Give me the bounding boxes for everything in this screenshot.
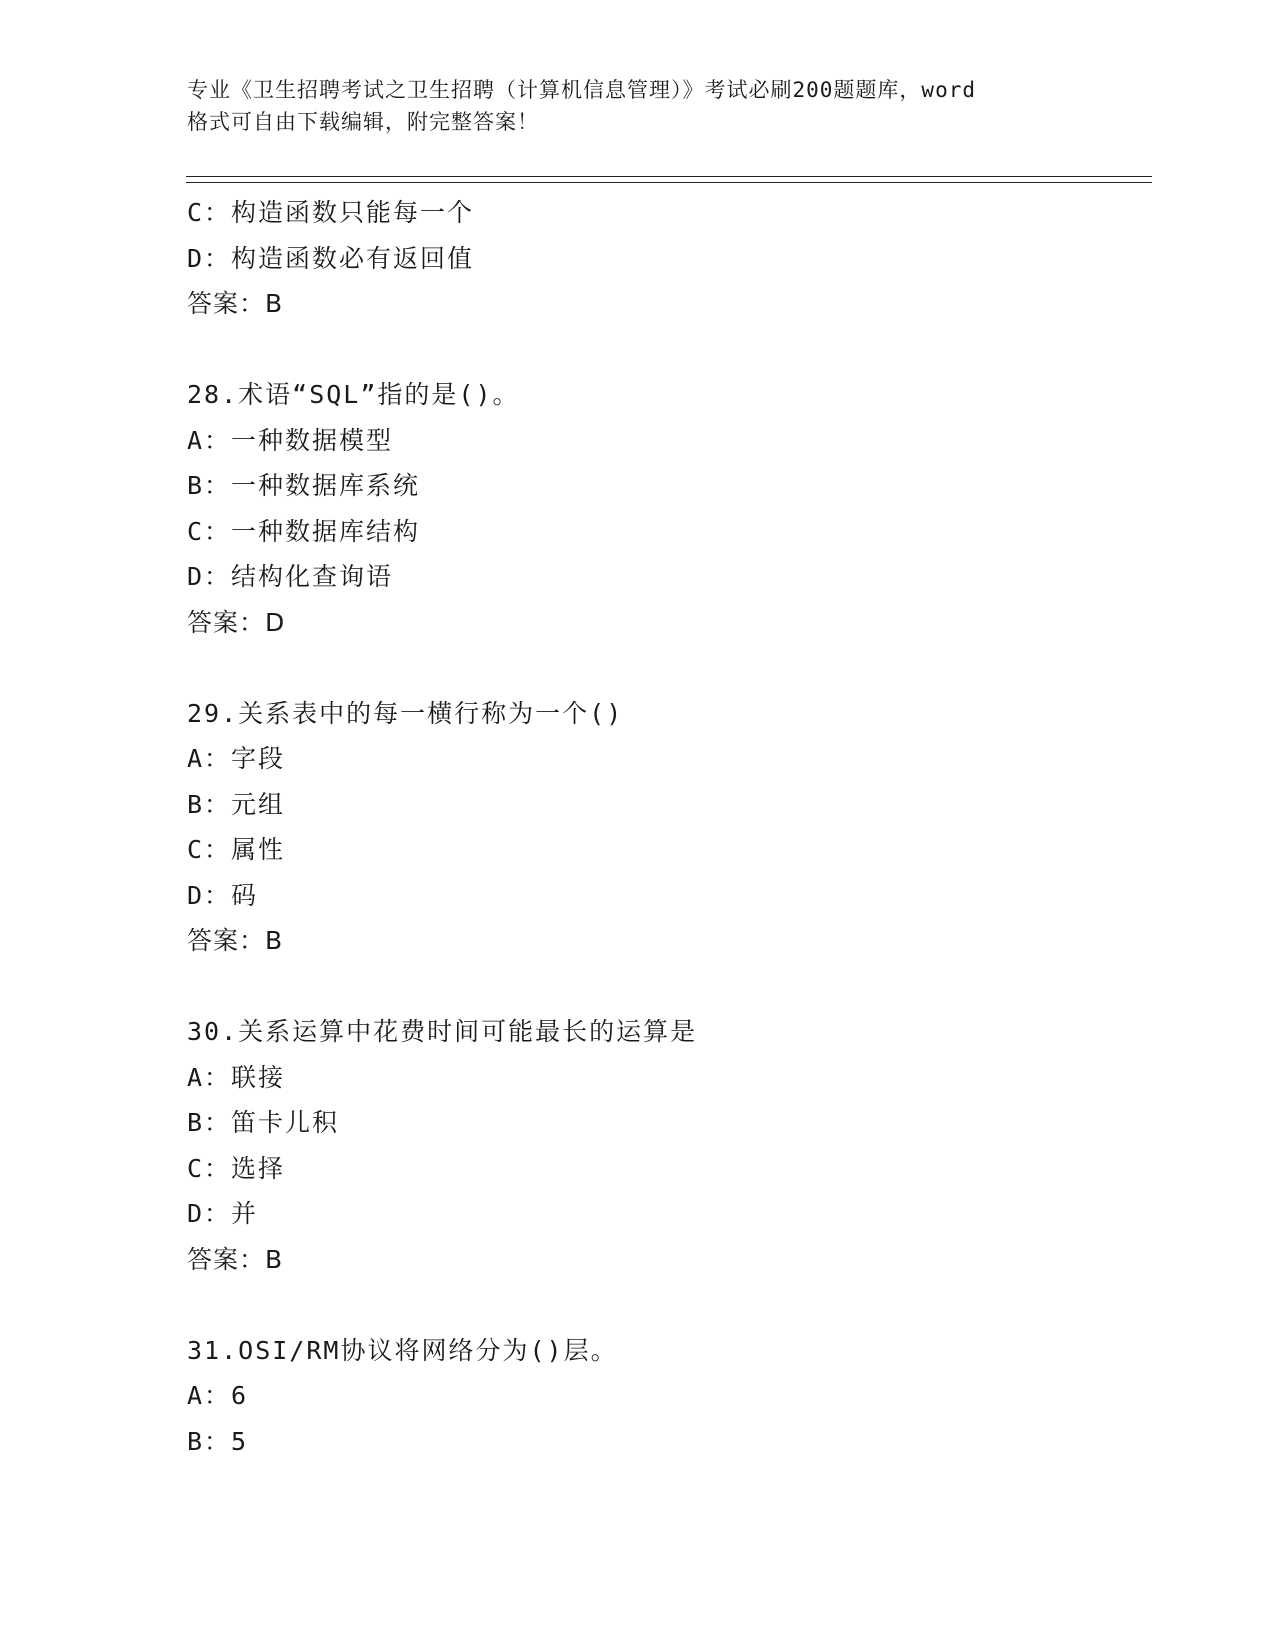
option-a: A：6 (187, 1381, 249, 1410)
spacer (187, 964, 1147, 1010)
spacer (187, 645, 1147, 691)
header-line-2: 格式可自由下载编辑，附完整答案！ (187, 110, 539, 134)
option-b: B：笛卡儿积 (187, 1108, 340, 1137)
option-d: D：并 (187, 1199, 259, 1228)
answer-line: 答案：B (187, 289, 284, 318)
option-b: B：元组 (187, 789, 286, 819)
header-line-1: 专业《卫生招聘考试之卫生招聘（计算机信息管理）》考试必刷200题题库，word (187, 78, 976, 102)
answer-line: 答案：B (187, 1244, 284, 1274)
option-b: B：一种数据库系统 (187, 471, 421, 500)
option-c: C：属性 (187, 835, 286, 864)
spacer (187, 1282, 1147, 1328)
option-c: C：选择 (187, 1153, 286, 1183)
question-29 (187, 691, 1147, 964)
option-a: A：联接 (187, 1062, 286, 1092)
question-27-continued (187, 190, 1147, 327)
option-a: A：一种数据模型 (187, 425, 394, 455)
question-list (187, 190, 1147, 1464)
option-d: D：构造函数必有返回值 (187, 243, 475, 273)
question-30 (187, 1009, 1147, 1282)
spacer (187, 327, 1147, 373)
option-b: B：5 (187, 1426, 249, 1456)
document-header (187, 74, 1087, 138)
option-a: A：字段 (187, 744, 286, 773)
question-31 (187, 1328, 1147, 1465)
question-title: 30.关系运算中花费时间可能最长的运算是 (187, 1017, 698, 1046)
question-title: 31.OSI/RM协议将网络分为()层。 (187, 1335, 618, 1365)
option-d: D：码 (187, 880, 259, 910)
option-c: C：构造函数只能每一个 (187, 198, 475, 227)
answer-line: 答案：D (187, 607, 286, 637)
header-divider-bottom (186, 182, 1152, 183)
option-d: D：结构化查询语 (187, 562, 394, 591)
question-title: 28.术语“SQL”指的是()。 (187, 380, 520, 409)
answer-line: 答案：B (187, 926, 284, 955)
question-28 (187, 372, 1147, 645)
header-divider-top (186, 176, 1152, 177)
option-c: C：一种数据库结构 (187, 516, 421, 546)
question-title: 29.关系表中的每一横行称为一个() (187, 698, 624, 728)
